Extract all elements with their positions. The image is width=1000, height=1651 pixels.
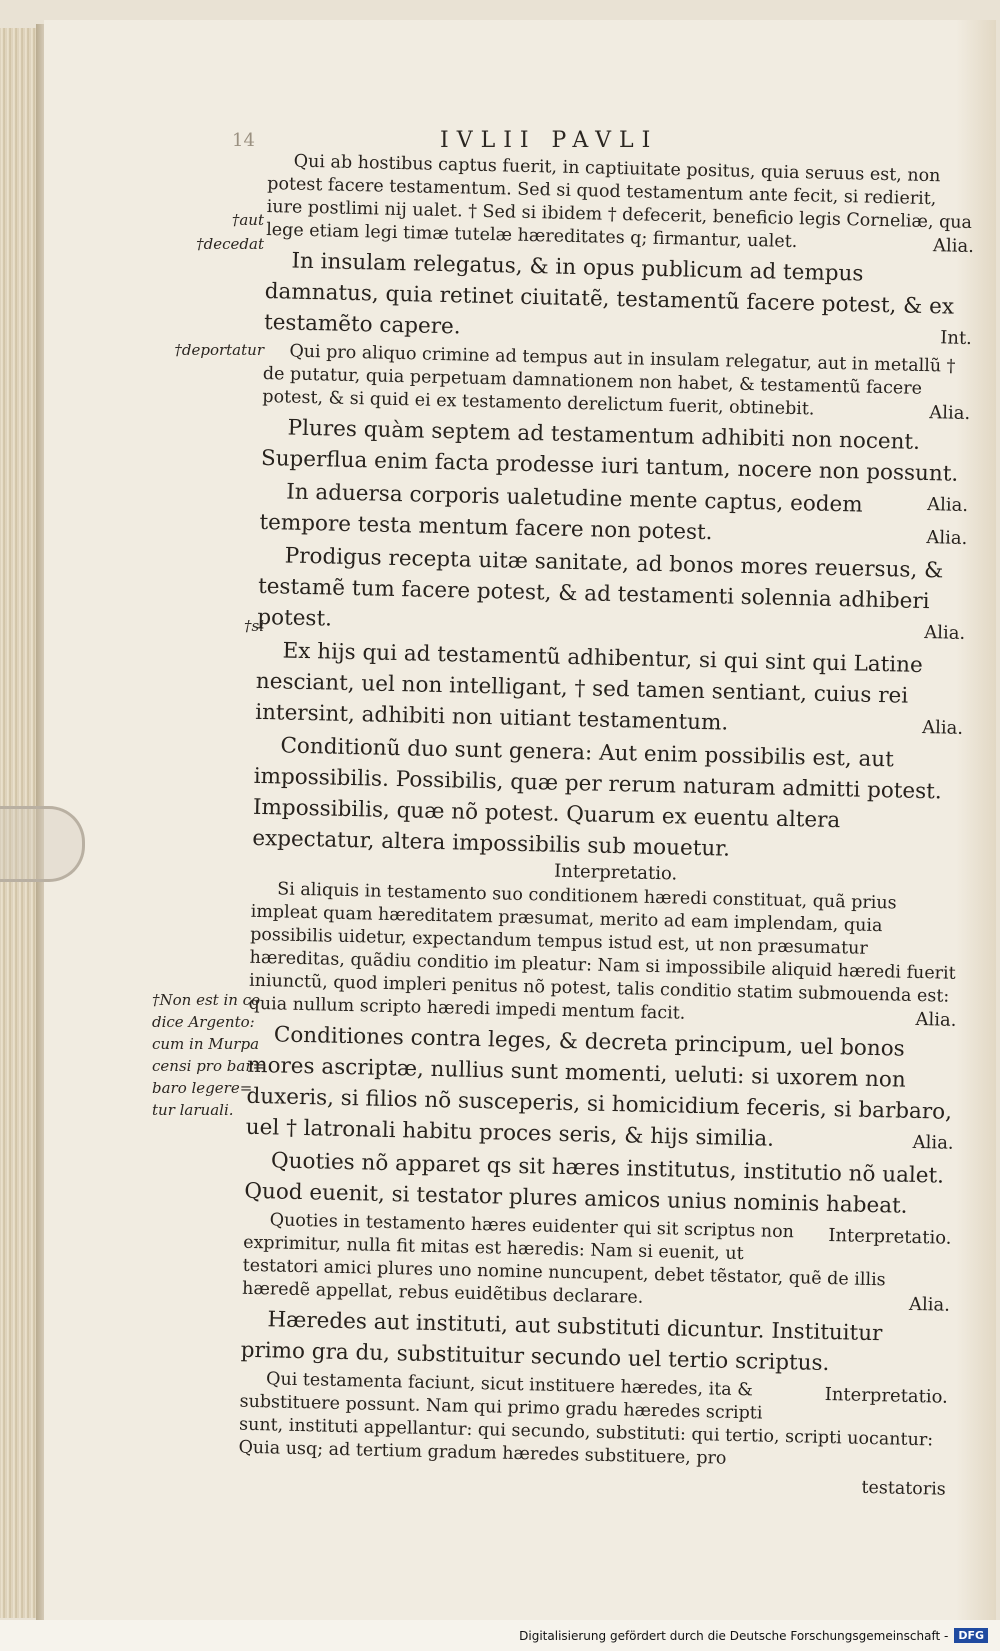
margin-note: baro legere=: [152, 1079, 253, 1097]
margin-note: †si: [244, 617, 264, 635]
block-tag: Int.: [940, 327, 973, 350]
block-text: In aduersa corporis ualetudine mente captus, eodem tempore testa mentum facere non potest.: [259, 479, 863, 546]
margin-note: censi pro bar=: [152, 1057, 266, 1075]
margin-note: tur laruali.: [152, 1101, 234, 1119]
block-tag: Interpretatio.: [824, 1383, 949, 1408]
block-text: Quoties nõ apparet qs sit hæres institutus, institutio nõ ualet. Quod euenit, si testator plures amicos unius nominis habeat.: [244, 1148, 945, 1219]
block-tag: Alia.: [921, 716, 964, 739]
block-text: Conditiones contra leges, & decreta principum, uel bonos mores ascriptæ, nullius sunt momenti, ueluti: si uxorem non duxeris, si filios nõ susceperis, si homicidium feceris, si barbaro, uel † latronali habitu proces seris, & hijs similia.: [245, 1022, 953, 1152]
text-block: [266, 150, 976, 258]
margin-note: †aut: [231, 211, 264, 229]
text-block: [255, 635, 965, 744]
footer-text: Digitalisierung gefördert durch die Deutsche Forschungsgemeinschaft -: [519, 1628, 949, 1643]
text-block: [248, 878, 959, 1032]
text-block: [264, 245, 974, 354]
block-text: Prodigus recepta uitæ sanitate, ad bonos mores reuersus, & testamẽ tum facere potest, & ad testamenti solennia adhiberi potest.: [257, 543, 944, 632]
block-tag: Alia.: [929, 402, 971, 424]
text-block: [245, 1019, 956, 1159]
catchword: testatoris: [861, 1477, 947, 1500]
body-text: [238, 150, 976, 1505]
block-text: Hæredes aut instituti, aut substituti dicuntur. Instituitur primo gra du, substituitur secundo uel tertio scriptus.: [240, 1307, 883, 1377]
margin-note: dice Argento:: [152, 1013, 255, 1031]
text-block: [257, 540, 967, 649]
block-tag: Alia.: [924, 622, 966, 644]
block-text: Quoties in testamento hæres euidenter qui sit scriptus non exprimitur, nulla fit mitas est hæredis: Nam si euenit, ut testatori amici plures uno nomine nuncupent, debet tẽstator, quẽ de illis hæredẽ appellat, rebus euidẽtibus declarare.: [241, 1210, 886, 1308]
text-block: [262, 340, 971, 425]
block-tag: Alia.: [926, 527, 968, 549]
page-number: 14: [232, 130, 255, 151]
text-block: [252, 730, 963, 892]
margin-note: cum in Murpa: [152, 1035, 260, 1053]
running-head: IVLII PAVLI: [440, 128, 659, 153]
block-text: Si aliquis in testamento suo conditionem hæredi constituat, quã prius impleat quam hæreditatem præsumat, merito ad eam implendam, quia possibilis uidetur, expectandum tempus istud est, ut non præsumatur hæreditas, quãdiu conditio im pleatur: Nam si impossibile aliquid hæredi fuerit iniunctũ, quod impleri penitus nõ potest, talis conditio statim submouenda est: quia nullum scripto hæredi impedi mentum facit.: [248, 879, 956, 1024]
block-tag: Interpretatio.: [828, 1224, 952, 1249]
block-text: Qui ab hostibus captus fuerit, in captiuitate positus, quia seruus est, non potest facere testamentum. Sed si quod testamentum ante fecit, si redierit, iure postlimi nij ualet. † Sed si ibidem † defecerit, beneficio legis Corneliæ, qua lege etiam legi timæ tutelæ hæreditates q; firmantur, ualet.: [265, 151, 973, 253]
block-text: Qui pro aliquo crimine ad tempus aut in insulam relegatur, aut in metallũ † de putatur, quia perpetuam damnationem non habet, & testamentũ facere potest, & si quid ei ex testamento derelictum fuerit, obtinebit.: [262, 341, 956, 420]
block-text: Ex hijs qui ad testamentũ adhibentur, si qui sint qui Latine nesciant, uel non intelligant, † sed tamen sentiant, cuius rei intersint, adhibiti non uitiant testamentum.: [254, 638, 924, 736]
block-tag: Alia.: [926, 494, 969, 516]
block-tag: Alia.: [915, 1008, 957, 1031]
digitization-footer: [519, 1628, 988, 1643]
block-tag: Alia.: [932, 235, 975, 258]
page-clip: [0, 806, 85, 882]
dfg-logo: DFG: [954, 1628, 988, 1643]
block-text: In insulam relegatus, & in opus publicum ad tempus damnatus, quia retinet ciuitatẽ, testamentũ facere potest, & ex testamẽto capere.: [263, 248, 955, 340]
block-text: Conditionũ duo sunt genera: Aut enim possibilis est, aut impossibilis. Possibilis, quæ per rerum naturam admitti potest. Impossibilis, quæ nõ potest. Quarum ex euentu altera expectatur, altera impossibilis sub mouetur.: [252, 733, 942, 862]
block-text: Plures quàm septem ad testamentum adhibiti non nocent. Superflua enim facta prodesse iuri tantum, nocere non possunt.: [260, 415, 959, 487]
margin-note: †decedat: [196, 235, 264, 253]
margin-note: †deportatur: [174, 341, 264, 359]
block-text: Qui testamenta faciunt, sicut instituere hæredes, ita & substituere possunt. Nam qui primo gradu hæredes scripti sunt, instituti appellantur: qui secundo, substituti: qui tertio, scripti uocantur: Quia usq; ad tertium gradum hæredes substituere, pro: [238, 1369, 934, 1469]
margin-note: †Non est in co: [152, 991, 261, 1009]
block-tag: Alia.: [912, 1131, 954, 1154]
block-tag: Interpretatio.: [553, 860, 678, 885]
block-tag: Alia.: [908, 1293, 951, 1316]
